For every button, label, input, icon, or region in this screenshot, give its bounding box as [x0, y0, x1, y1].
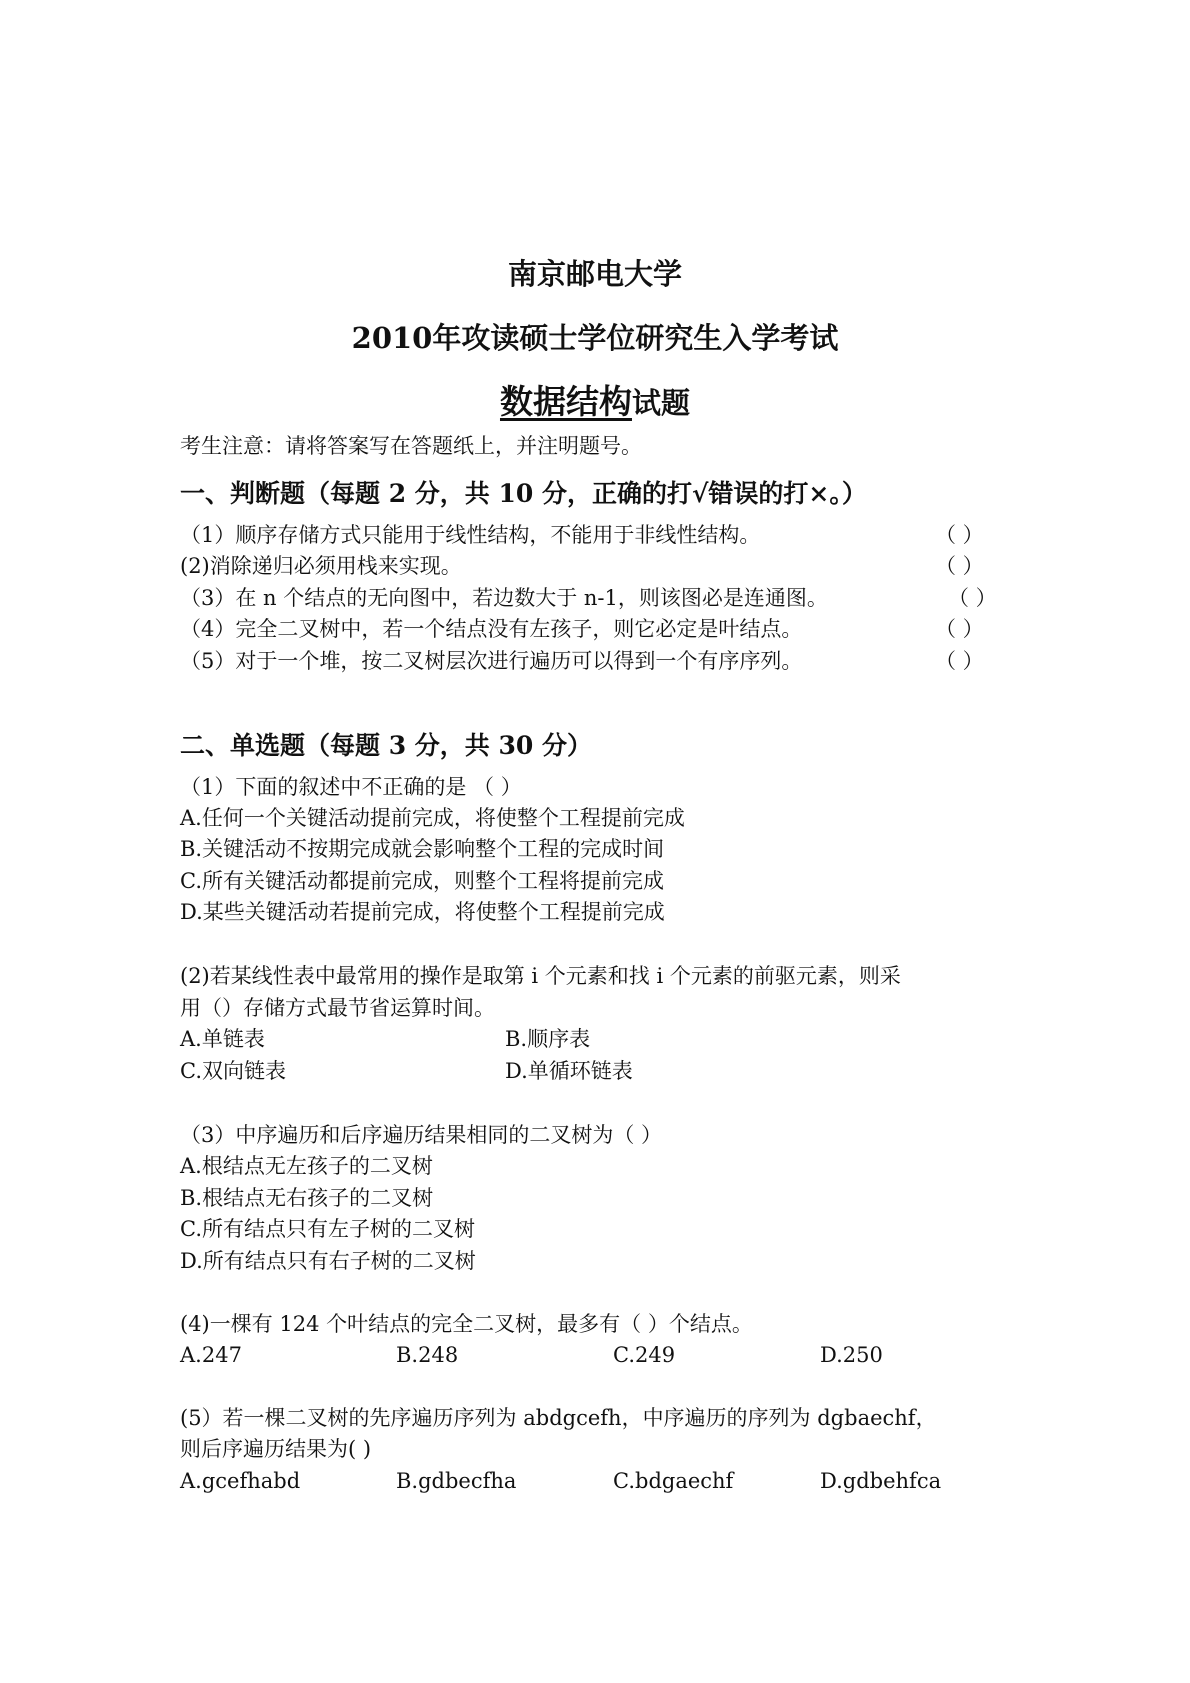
mc-q4-option-d: D.250	[820, 1343, 883, 1367]
mc-q4-option-b: B.248	[396, 1343, 459, 1367]
subject-suffix: 试题	[631, 386, 690, 420]
mc-q2-option-d: D.单循环链表	[505, 1059, 633, 1083]
mc-q4-option-c: C.249	[613, 1343, 676, 1367]
tf-question-5: （5）对于一个堆，按二叉树层次进行遍历可以得到一个有序序列。	[180, 649, 803, 673]
subject-name: 数据结构	[499, 382, 632, 421]
tf-question-1: （1）顺序存储方式只能用于线性结构，不能用于非线性结构。	[180, 523, 761, 547]
mc-question-2-line-2: 用（）存储方式最节省运算时间。	[180, 996, 495, 1020]
tf-answer-blank-1: （ ）	[935, 523, 984, 547]
candidate-notice: 考生注意：请将答案写在答题纸上，并注明题号。	[180, 434, 642, 458]
mc-q2-option-a: A.单链表	[180, 1027, 265, 1051]
mc-q3-option-c: C.所有结点只有左子树的二叉树	[180, 1217, 475, 1241]
mc-question-4: (4)一棵有 124 个叶结点的完全二叉树，最多有（ ）个结点。	[180, 1312, 753, 1336]
mc-q3-option-a: A.根结点无左孩子的二叉树	[180, 1154, 433, 1178]
mc-q1-option-b: B.关键活动不按期完成就会影响整个工程的完成时间	[180, 837, 665, 861]
mc-q1-option-c: C.所有关键活动都提前完成，则整个工程将提前完成	[180, 869, 664, 893]
tf-answer-blank-4: （ ）	[935, 617, 984, 641]
mc-q2-option-c: C.双向链表	[180, 1059, 286, 1083]
mc-q4-option-a: A.247	[180, 1343, 242, 1367]
mc-q1-option-a: A.任何一个关键活动提前完成，将使整个工程提前完成	[180, 806, 685, 830]
mc-question-1: （1）下面的叙述中不正确的是 （ ）	[180, 775, 522, 799]
tf-answer-blank-5: （ ）	[935, 649, 984, 673]
mc-q1-option-d: D.某些关键活动若提前完成，将使整个工程提前完成	[180, 900, 665, 924]
subject-title	[0, 376, 1190, 423]
mc-question-2-line-1: (2)若某线性表中最常用的操作是取第 i 个元素和找 i 个元素的前驱元素，则采	[180, 964, 901, 988]
mc-question-5-line-2: 则后序遍历结果为( )	[180, 1437, 372, 1461]
mc-question-3: （3）中序遍历和后序遍历结果相同的二叉树为（ ）	[180, 1123, 663, 1147]
tf-answer-blank-3: （ ）	[948, 586, 997, 610]
mc-q5-option-d: D.gdbehfca	[820, 1469, 942, 1493]
tf-question-3: （3）在 n 个结点的无向图中，若边数大于 n-1，则该图必是连通图。	[180, 586, 828, 610]
exam-title: 2010年攻读硕士学位研究生入学考试	[351, 321, 839, 355]
mc-q5-option-a: A.gcefhabd	[180, 1469, 301, 1493]
mc-q2-option-b: B.顺序表	[505, 1027, 591, 1051]
section-heading-true-false: 一、判断题（每题 2 分，共 10 分，正确的打√错误的打×。）	[180, 479, 867, 508]
mc-q3-option-b: B.根结点无右孩子的二叉树	[180, 1186, 434, 1210]
mc-q3-option-d: D.所有结点只有右子树的二叉树	[180, 1249, 476, 1273]
tf-question-2: (2)消除递归必须用栈来实现。	[180, 554, 462, 578]
tf-question-4: （4）完全二叉树中，若一个结点没有左孩子，则它必定是叶结点。	[180, 617, 803, 641]
section-heading-single-choice: 二、单选题（每题 3 分，共 30 分）	[180, 731, 593, 760]
mc-q5-option-b: B.gdbecfha	[396, 1469, 517, 1493]
tf-answer-blank-2: （ ）	[935, 554, 984, 578]
mc-q5-option-c: C.bdgaechf	[613, 1469, 734, 1493]
university-title: 南京邮电大学	[507, 257, 682, 291]
mc-question-5-line-1: (5）若一棵二叉树的先序遍历序列为 abdgcefh，中序遍历的序列为 dgbaechf，	[180, 1406, 937, 1430]
